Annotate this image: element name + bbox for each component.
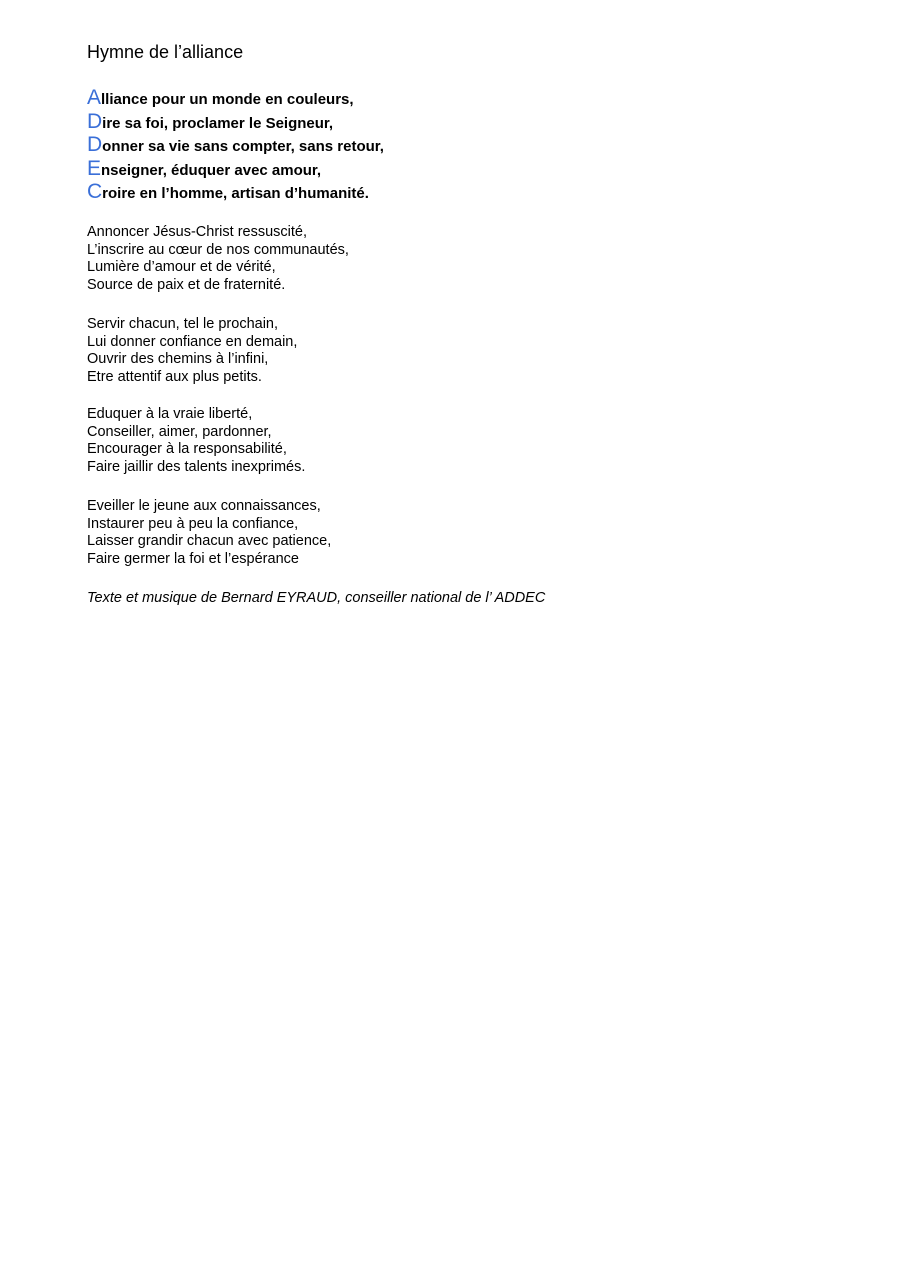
stanza-2 (87, 316, 297, 386)
verse-line: Ouvrir des chemins à l’infini, (87, 351, 269, 368)
verse-line: Servir chacun, tel le prochain, (87, 316, 279, 332)
verse-line: Laisser grandir chacun avec patience, (87, 533, 332, 550)
verse-line: Etre attentif aux plus petits. (87, 368, 262, 385)
refrain-acrostic (87, 86, 384, 204)
refrain-line (87, 110, 384, 134)
acrostic-initial: C (87, 180, 103, 203)
stanza-3 (87, 406, 305, 476)
verse-line: Eveiller le jeune aux connaissances, (87, 498, 321, 514)
verse-line: Eduquer à la vraie liberté, (87, 406, 253, 422)
credit-line: Texte et musique de Bernard EYRAUD, conseiller national de l’ ADDEC (87, 590, 546, 606)
refrain-line-text: roire en l’homme, artisan d’humanité. (102, 185, 369, 202)
verse-line: L’inscrire au cœur de nos communautés, (87, 241, 349, 258)
refrain-line-text: lliance pour un monde en couleurs, (101, 91, 354, 108)
verse-line: Lui donner confiance en demain, (87, 333, 298, 350)
verse-line: Source de paix et de fraternité. (87, 276, 286, 293)
verse-line: Lumière d’amour et de vérité, (87, 259, 276, 276)
verse-line: Encourager à la responsabilité, (87, 441, 287, 458)
stanza-1 (87, 224, 349, 294)
verse-line: Conseiller, aimer, pardonner, (87, 423, 272, 440)
acrostic-initial: E (87, 156, 102, 180)
refrain-line-text: ire sa foi, proclamer le Seigneur, (102, 114, 334, 132)
verse-line: Instaurer peu à peu la confiance, (87, 515, 299, 532)
refrain-line-text: onner sa vie sans compter, sans retour, (102, 138, 384, 155)
refrain-line (87, 133, 384, 157)
verse-line: Annoncer Jésus-Christ ressuscité, (87, 224, 307, 240)
verse-line: Faire jaillir des talents inexprimés. (87, 458, 306, 475)
page-title: Hymne de l’alliance (87, 42, 244, 62)
refrain-line (87, 180, 384, 204)
refrain-line (87, 86, 384, 110)
acrostic-initial: A (87, 86, 102, 109)
stanza-4 (87, 498, 331, 568)
verse-line: Faire germer la foi et l’espérance (87, 550, 299, 567)
acrostic-initial: D (87, 109, 103, 133)
refrain-line-text: nseigner, éduquer avec amour, (101, 161, 322, 179)
refrain-line (87, 157, 384, 181)
acrostic-initial: D (87, 133, 103, 156)
